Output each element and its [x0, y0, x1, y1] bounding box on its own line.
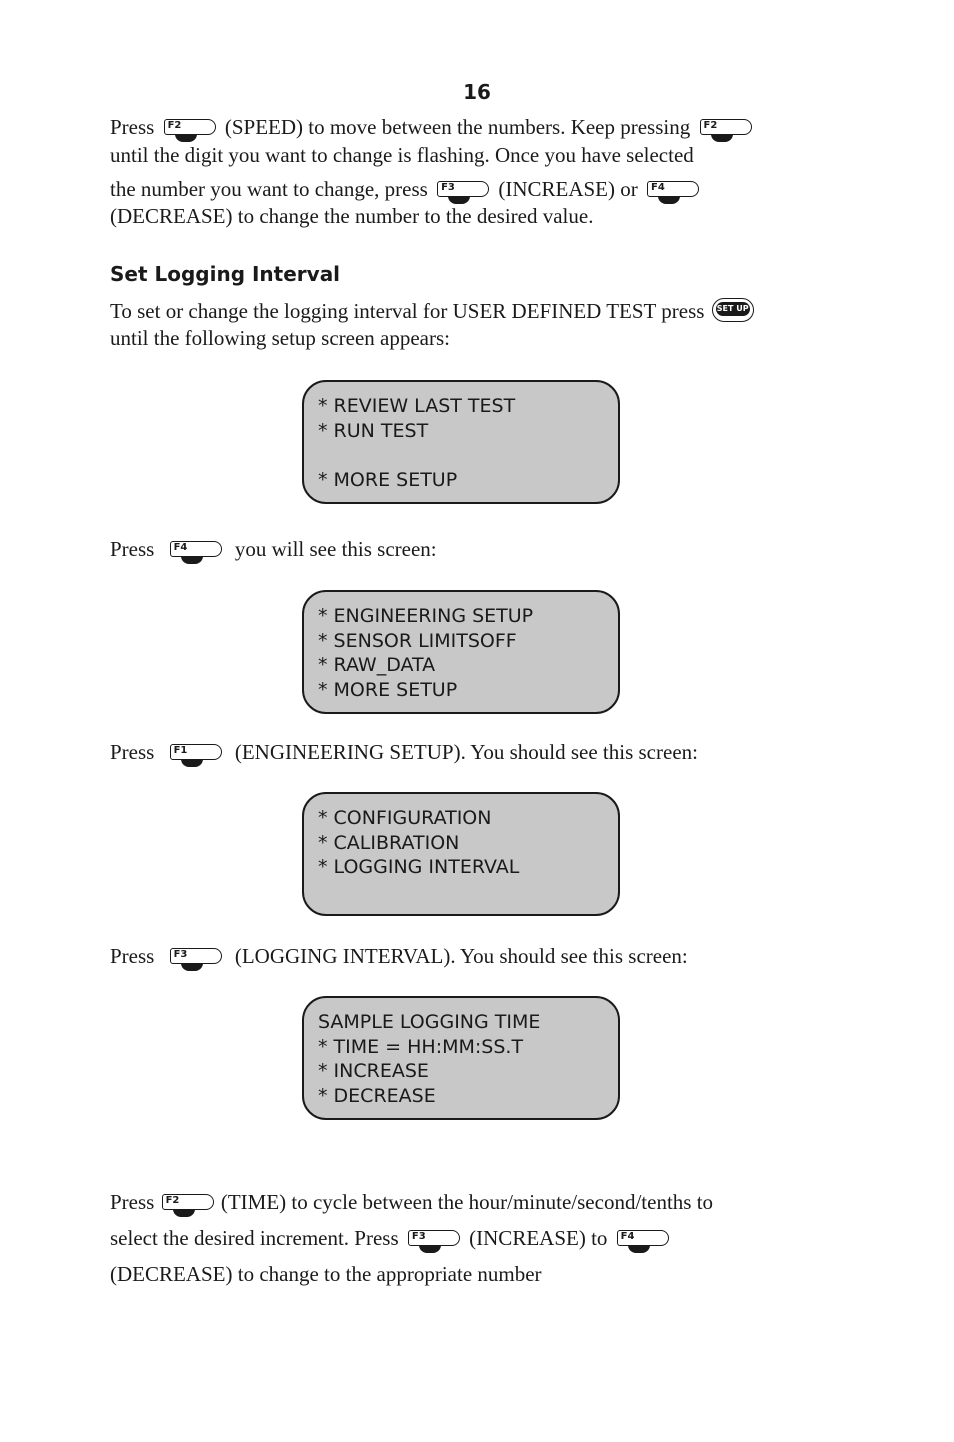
- screen-line: * DECREASE: [318, 1084, 436, 1107]
- text: To set or change the logging interval for USER DEFINED TEST press: [110, 299, 705, 323]
- screen-line: * CONFIGURATION: [318, 807, 492, 829]
- text: you will see this screen:: [234, 537, 437, 561]
- screen-line: * RAW_DATA: [318, 654, 436, 676]
- screen-line: * ENGINEERING SETUP: [318, 605, 534, 627]
- text: Press: [110, 115, 155, 139]
- text: select the desired increment. Press: [110, 1226, 399, 1250]
- f3-key-icon: F3: [170, 948, 222, 964]
- setup-key-icon: SET UP: [712, 298, 754, 322]
- f3-key-icon: F3: [437, 181, 489, 197]
- intro-line-2: until the digit you want to change is flashing. Once you have selected: [110, 143, 694, 167]
- intro-line-3: [110, 175, 703, 203]
- screen-line: * LOGGING INTERVAL: [318, 856, 520, 878]
- para-line-1: [110, 297, 756, 325]
- screen-line: * MORE SETUP: [318, 678, 458, 701]
- para-line-2: until the following setup screen appears:: [110, 326, 450, 350]
- lcd-screen-1: [302, 380, 620, 504]
- screen-line: SAMPLE LOGGING TIME: [318, 1011, 541, 1033]
- f4-key-icon: F4: [170, 541, 222, 557]
- final-line-1: [110, 1188, 713, 1216]
- screen-line: * CALIBRATION: [318, 831, 460, 854]
- lcd-screen-2: [302, 590, 620, 714]
- text: Press: [110, 944, 155, 968]
- f4-key-icon: F4: [647, 181, 699, 197]
- screen-line: * REVIEW LAST TEST: [318, 395, 516, 417]
- text: (INCREASE) to: [469, 1226, 608, 1250]
- f2-key-icon: F2: [164, 119, 216, 135]
- f1-key-icon: F1: [170, 744, 222, 760]
- text: (ENGINEERING SETUP). You should see this screen:: [234, 740, 698, 764]
- screen-line: * RUN TEST: [318, 419, 429, 442]
- text: Press: [110, 740, 155, 764]
- section-heading: Set Logging Interval: [110, 262, 341, 286]
- text: (TIME) to cycle between the hour/minute/second/tenths to: [220, 1190, 714, 1214]
- f2-key-icon: F2: [700, 119, 752, 135]
- screen-line: * MORE SETUP: [318, 468, 458, 491]
- screen-line: [318, 443, 604, 468]
- text: the number you want to change, press: [110, 177, 428, 201]
- f4-key-icon: F4: [617, 1230, 669, 1246]
- text: Press: [110, 537, 155, 561]
- final-line-2: [110, 1224, 673, 1252]
- intro-line-1: [110, 113, 756, 141]
- text: (LOGGING INTERVAL). You should see this screen:: [234, 944, 688, 968]
- page-number: 16: [463, 80, 491, 104]
- step-2: [110, 738, 698, 766]
- lcd-screen-3: [302, 792, 620, 916]
- final-line-3: (DECREASE) to change to the appropriate number: [110, 1262, 542, 1286]
- f2-key-icon: F2: [162, 1194, 214, 1210]
- step-1: [110, 535, 437, 563]
- lcd-screen-4: [302, 996, 620, 1120]
- screen-line: * SENSOR LIMITSOFF: [318, 629, 517, 652]
- intro-line-4: (DECREASE) to change the number to the desired value.: [110, 204, 594, 228]
- screen-line: [318, 880, 604, 905]
- text: Press: [110, 1190, 155, 1214]
- text: (INCREASE) or: [498, 177, 638, 201]
- f3-key-icon: F3: [408, 1230, 460, 1246]
- step-3: [110, 942, 688, 970]
- screen-line: * TIME = HH:MM:SS.T: [318, 1035, 524, 1058]
- screen-line: * INCREASE: [318, 1060, 429, 1082]
- text: (SPEED) to move between the numbers. Keep pressing: [224, 115, 691, 139]
